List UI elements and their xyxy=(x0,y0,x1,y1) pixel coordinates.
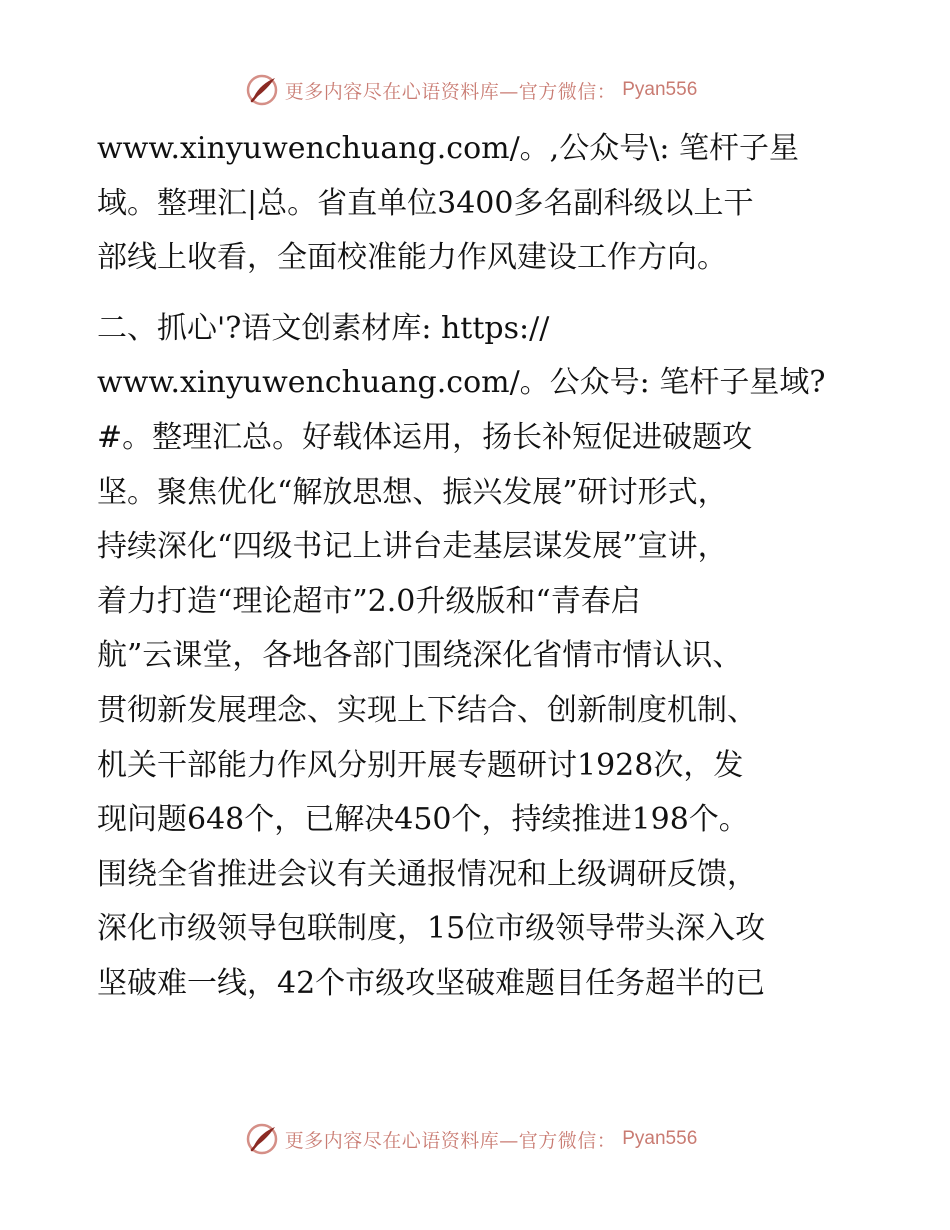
text-line: 围绕全省推进会议有关通报情况和上级调研反馈， xyxy=(97,856,757,892)
paragraph-spacer xyxy=(97,286,877,302)
footer-banner-text: 更多内容尽在心语资料库—官方微信： xyxy=(284,1129,617,1152)
text-line: 现问题648个，已解决450个，持续推进198个。 xyxy=(97,802,749,838)
text-line: 航”云课堂，各地各部门围绕深化省情市情认识、 xyxy=(97,638,743,674)
footer-banner-wechat-id: Pyan556 xyxy=(622,1128,698,1149)
text-line: 域。整理汇|总。省直单位3400多名副科级以上干 xyxy=(97,185,754,221)
text-line: www.xinyuwenchuang.com/。,公众号\: 笔杆子星 xyxy=(97,131,799,166)
paragraph-1 xyxy=(97,122,877,286)
header-banner xyxy=(0,70,950,110)
text-line: 部线上收看，全面校准能力作风建设工作方向。 xyxy=(97,240,727,276)
text-line: 着力打造“理论超市”2.0升级版和“青春启 xyxy=(97,583,641,619)
text-line: 持续深化“四级书记上讲台走基层谋发展”宣讲， xyxy=(97,529,728,565)
header-banner-text: 更多内容尽在心语资料库—官方微信： xyxy=(284,80,617,103)
document-body xyxy=(97,122,877,1012)
footer-banner-content xyxy=(245,1122,698,1156)
text-line: 深化市级领导包联制度，15位市级领导带头深入攻 xyxy=(97,911,766,947)
header-banner-wechat-id: Pyan556 xyxy=(622,79,698,100)
header-banner-content xyxy=(245,73,698,107)
text-line: www.xinyuwenchuang.com/。公众号: 笔杆子星域? xyxy=(97,365,826,401)
text-line: 机关干部能力作风分别开展专题研讨1928次，发 xyxy=(97,747,744,783)
text-line: #。整理汇总。好载体运用，扬长补短促进破题攻 xyxy=(97,419,753,455)
quill-pen-logo-icon xyxy=(245,73,279,107)
quill-pen-logo-icon xyxy=(245,1122,279,1156)
text-line: 坚。聚焦优化“解放思想、振兴发展”研讨形式， xyxy=(97,474,728,510)
section-heading-line: 二、抓心'?语文创素材库: https:// xyxy=(97,310,550,346)
footer-banner xyxy=(0,1119,950,1159)
text-line: 贯彻新发展理念、实现上下结合、创新制度机制、 xyxy=(97,692,757,728)
paragraph-2 xyxy=(97,302,877,1012)
text-line: 坚破难一线，42个市级攻坚破难题目任务超半的已 xyxy=(97,965,766,1001)
